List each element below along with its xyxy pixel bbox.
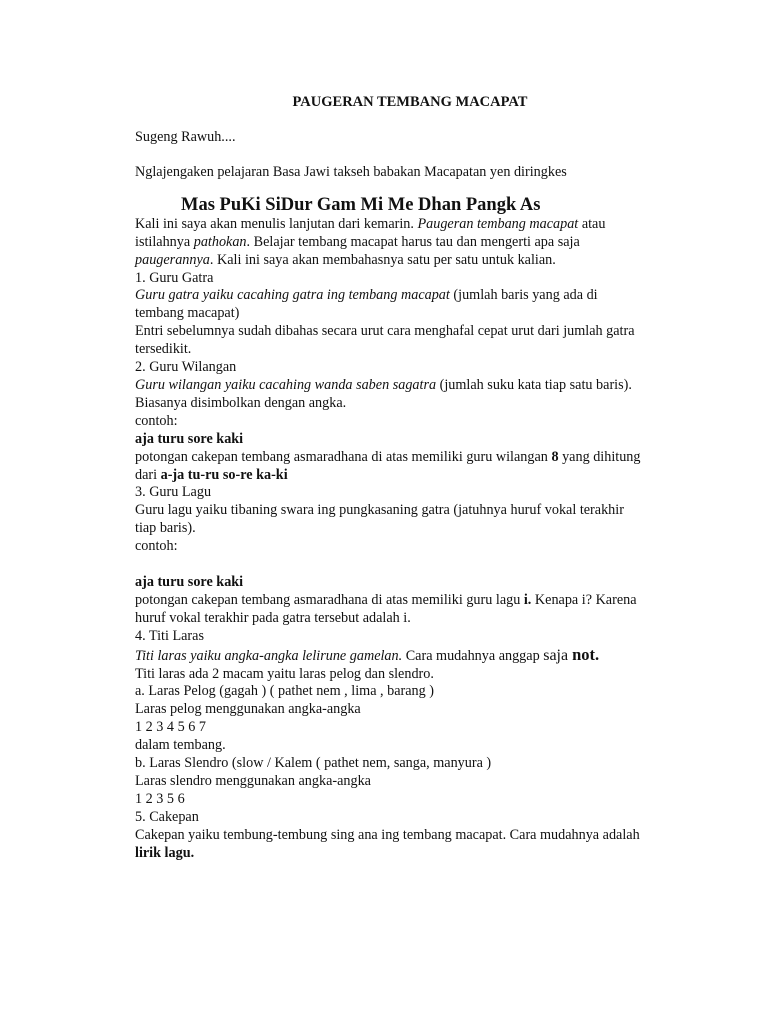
contoh-label: contoh: <box>135 538 178 555</box>
number-sequence: 1 2 3 5 6 <box>135 790 185 807</box>
bold-text: not. <box>572 644 600 664</box>
body-line: b. Laras Slendro (slow / Kalem ( pathet nem, sanga, manyura ) <box>135 755 492 772</box>
intro-paragraph <box>135 216 708 270</box>
paragraph-line <box>135 252 708 270</box>
definition-line: tembang macapat) <box>135 305 240 322</box>
contoh-label: contoh: <box>135 412 178 429</box>
example-line <box>135 431 708 449</box>
section-heading: 3. Guru Lagu <box>135 484 212 501</box>
body-line: Biasanya disimbolkan dengan angka. <box>135 394 347 411</box>
definition-line <box>135 377 708 395</box>
motto-heading: Mas PuKi SiDur Gam Mi Me Dhan Pangk As <box>181 194 541 215</box>
text: (jumlah suku kata tiap satu baris). <box>436 376 632 393</box>
bold-text: 8 <box>551 448 559 465</box>
section-titi-laras <box>135 628 708 809</box>
text: saja <box>543 646 573 664</box>
body-line <box>135 467 708 485</box>
greeting: Sugeng Rawuh.... <box>135 129 236 145</box>
italic-text: Titi laras yaiku angka-angka lelirune gamelan. <box>135 647 403 664</box>
text: atau <box>578 215 606 232</box>
example-line <box>135 574 708 592</box>
definition-line <box>135 287 708 305</box>
text: dari <box>135 466 161 483</box>
bold-text: aja turu sore kaki <box>135 574 244 591</box>
intro-text: Nglajengaken pelajaran Basa Jawi takseh babakan Macapatan yen diringkes <box>135 163 567 180</box>
body-line: Cakepan yaiku tembung-tembung sing ana ing tembang macapat. Cara mudahnya adalah <box>135 826 640 843</box>
body-line <box>135 592 708 610</box>
text: . Belajar tembang macapat harus tau dan mengerti apa saja <box>246 233 580 250</box>
body-line: a. Laras Pelog (gagah ) ( pathet nem , lima , barang ) <box>135 683 435 700</box>
section-cakepan <box>135 809 708 863</box>
number-sequence: 1 2 3 4 5 6 7 <box>135 719 206 736</box>
page-title: PAUGERAN TEMBANG MACAPAT <box>292 94 528 110</box>
paragraph-line <box>135 216 708 234</box>
italic-text: Paugeran tembang macapat <box>417 215 579 232</box>
section-heading: 5. Cakepan <box>135 808 199 825</box>
italic-text: paugerannya <box>135 251 210 268</box>
body-line: Titi laras ada 2 macam yaitu laras pelog dan slendro. <box>135 665 434 682</box>
text: Kali ini saya akan menulis lanjutan dari kemarin. <box>135 215 418 232</box>
body-line: Guru lagu yaiku tibaning swara ing pungkasaning gatra (jatuhnya huruf vokal terakhir <box>135 502 624 519</box>
bold-text: aja turu sore kaki <box>135 430 244 447</box>
italic-text: Guru wilangan yaiku cacahing wanda saben sagatra <box>135 376 437 393</box>
body-line <box>135 845 708 863</box>
section-guru-lagu <box>135 484 708 627</box>
section-heading: 4. Titi Laras <box>135 627 204 644</box>
section-guru-wilangan <box>135 359 708 484</box>
spacer <box>135 556 708 574</box>
body-line <box>135 449 708 467</box>
italic-text: Guru gatra yaiku cacahing gatra ing tembang macapat <box>135 287 450 304</box>
body-line: Entri sebelumnya sudah dibahas secara urut cara menghafal cepat urut dari jumlah gatra <box>135 323 635 340</box>
definition-line <box>135 646 708 666</box>
body-line: tersedikit. <box>135 341 192 358</box>
text: potongan cakepan tembang asmaradhana di atas memiliki guru wilangan <box>135 448 552 465</box>
body-line: huruf vokal terakhir pada gatra tersebut adalah i. <box>135 609 411 626</box>
text: (jumlah baris yang ada di <box>449 287 598 304</box>
text: istilahnya <box>135 233 194 250</box>
bold-text: a-ja tu-ru so-re ka-ki <box>160 466 288 483</box>
bold-text: i. <box>523 591 532 608</box>
text: Cara mudahnya anggap <box>402 647 544 664</box>
bold-text: lirik lagu. <box>135 844 195 861</box>
body-line: dalam tembang. <box>135 737 226 754</box>
body-line: Laras pelog menggunakan angka-angka <box>135 701 361 718</box>
text: yang dihitung <box>558 448 641 465</box>
body-line: Laras slendro menggunakan angka-angka <box>135 773 371 789</box>
paragraph-line <box>135 234 708 252</box>
section-heading: 1. Guru Gatra <box>135 269 214 286</box>
text: . Kali ini saya akan membahasnya satu per satu untuk kalian. <box>209 251 556 268</box>
italic-text: pathokan <box>193 233 247 250</box>
text: Kenapa i? Karena <box>531 591 637 608</box>
body-line: tiap baris). <box>135 520 196 537</box>
section-heading: 2. Guru Wilangan <box>135 359 237 376</box>
text: potongan cakepan tembang asmaradhana di atas memiliki guru lagu <box>135 591 524 608</box>
section-guru-gatra <box>135 270 708 360</box>
